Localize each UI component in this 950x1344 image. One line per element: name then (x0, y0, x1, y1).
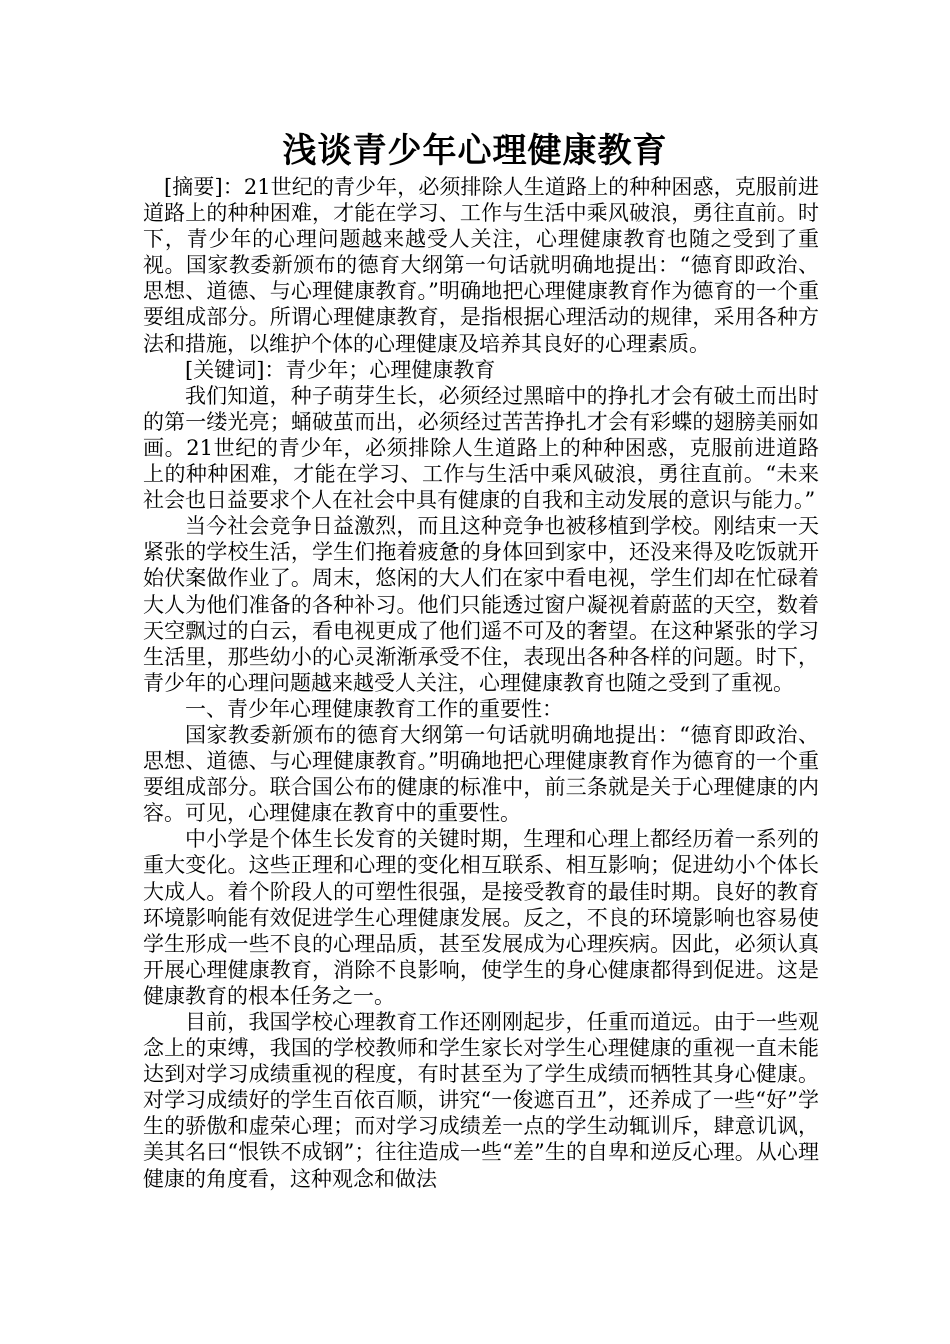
body-paragraph-5: 目前，我国学校心理教育工作还刚刚起步，任重而道远。由于一些观念上的束缚，我国的学校教师和学生家长对学生心理健康的重视一直未能达到对学习成绩重视的程度，有时甚至为了学生成绩而牺牲其身心健康。对学习成绩好的学生百依百顺，讲究“一俊遮百丑”，还养成了一些“好”学生的骄傲和虚荣心理；而对学习成绩差一点的学生动辄训斥，肆意讥讽，美其名曰“恨铁不成钢”；往往造成一些“差”生的自卑和逆反心理。从心理健康的角度看，这种观念和做法 (143, 1010, 819, 1191)
section-heading-1: 一、青少年心理健康教育工作的重要性： (185, 696, 563, 721)
body-paragraph-1: 我们知道，种子萌芽生长，必须经过黑暗中的挣扎才会有破土而出时的第一缕光亮；蛹破茧而出，必须经过苦苦挣扎才会有彩蝶的翅膀美丽如画。21世纪的青少年，必须排除人生道路上的种种困惑，克服前进道路上的种种困难，才能在学习、工作与生活中乘风破浪，勇往直前。“未来社会也日益要求个人在社会中具有健康的自我和主动发展的意识与能力。” (143, 383, 819, 513)
abstract-paragraph: [摘要]：21世纪的青少年，必须排除人生道路上的种种困惑，克服前进道路上的种种困难，才能在学习、工作与生活中乘风破浪，勇往直前。时下，青少年的心理问题越来越受人关注，心理健康教育也随之受到了重视。国家教委新颁布的德育大纲第一句话就明确地提出：“德育即政治、思想、道德、与心理健康教育。”明确地把心理健康教育作为德育的一个重要组成部分。所谓心理健康教育，是指根据心理活动的规律，采用各种方法和措施，以维护个体的心理健康及培养其良好的心理素质。 (143, 175, 819, 356)
body-paragraph-4: 中小学是个体生长发育的关键时期，生理和心理上都经历着一系列的重大变化。这些正理和心理的变化相互联系、相互影响；促进幼小个体长大成人。着个阶段人的可塑性很强，是接受教育的最佳时期。良好的教育环境影响能有效促进学生心理健康发展。反之，不良的环境影响也容易使学生形成一些不良的心理品质，甚至发展成为心理疾病。因此，必须认真开展心理健康教育，消除不良影响，使学生的身心健康都得到促进。这是健康教育的根本任务之一。 (143, 827, 819, 1008)
document-title: 浅谈青少年心理健康教育 (282, 131, 668, 171)
body-paragraph-2: 当今社会竞争日益激烈，而且这种竞争也被移植到学校。刚结束一天紧张的学校生活，学生们拖着疲惫的身体回到家中，还没来得及吃饭就开始伏案做作业了。周末，悠闲的大人们在家中看电视，学生们却在忙碌着大人为他们准备的各种补习。他们只能透过窗户凝视着蔚蓝的天空，数着天空飘过的白云，看电视更成了他们遥不可及的奢望。在这种紧张的学习生活里，那些幼小的心灵渐渐承受不住，表现出各种各样的问题。时下，青少年的心理问题越来越受人关注，心理健康教育也随之受到了重视。 (143, 514, 819, 695)
body-paragraph-3: 国家教委新颁布的德育大纲第一句话就明确地提出：“德育即政治、思想、道德、与心理健康教育。”明确地把心理健康教育作为德育的一个重要组成部分。联合国公布的健康的标准中，前三条就是关于心理健康的内容。可见，心理健康在教育中的重要性。 (143, 722, 819, 826)
document-body (143, 174, 819, 1192)
keywords-paragraph: [关键词]：青少年；心理健康教育 (185, 357, 496, 382)
